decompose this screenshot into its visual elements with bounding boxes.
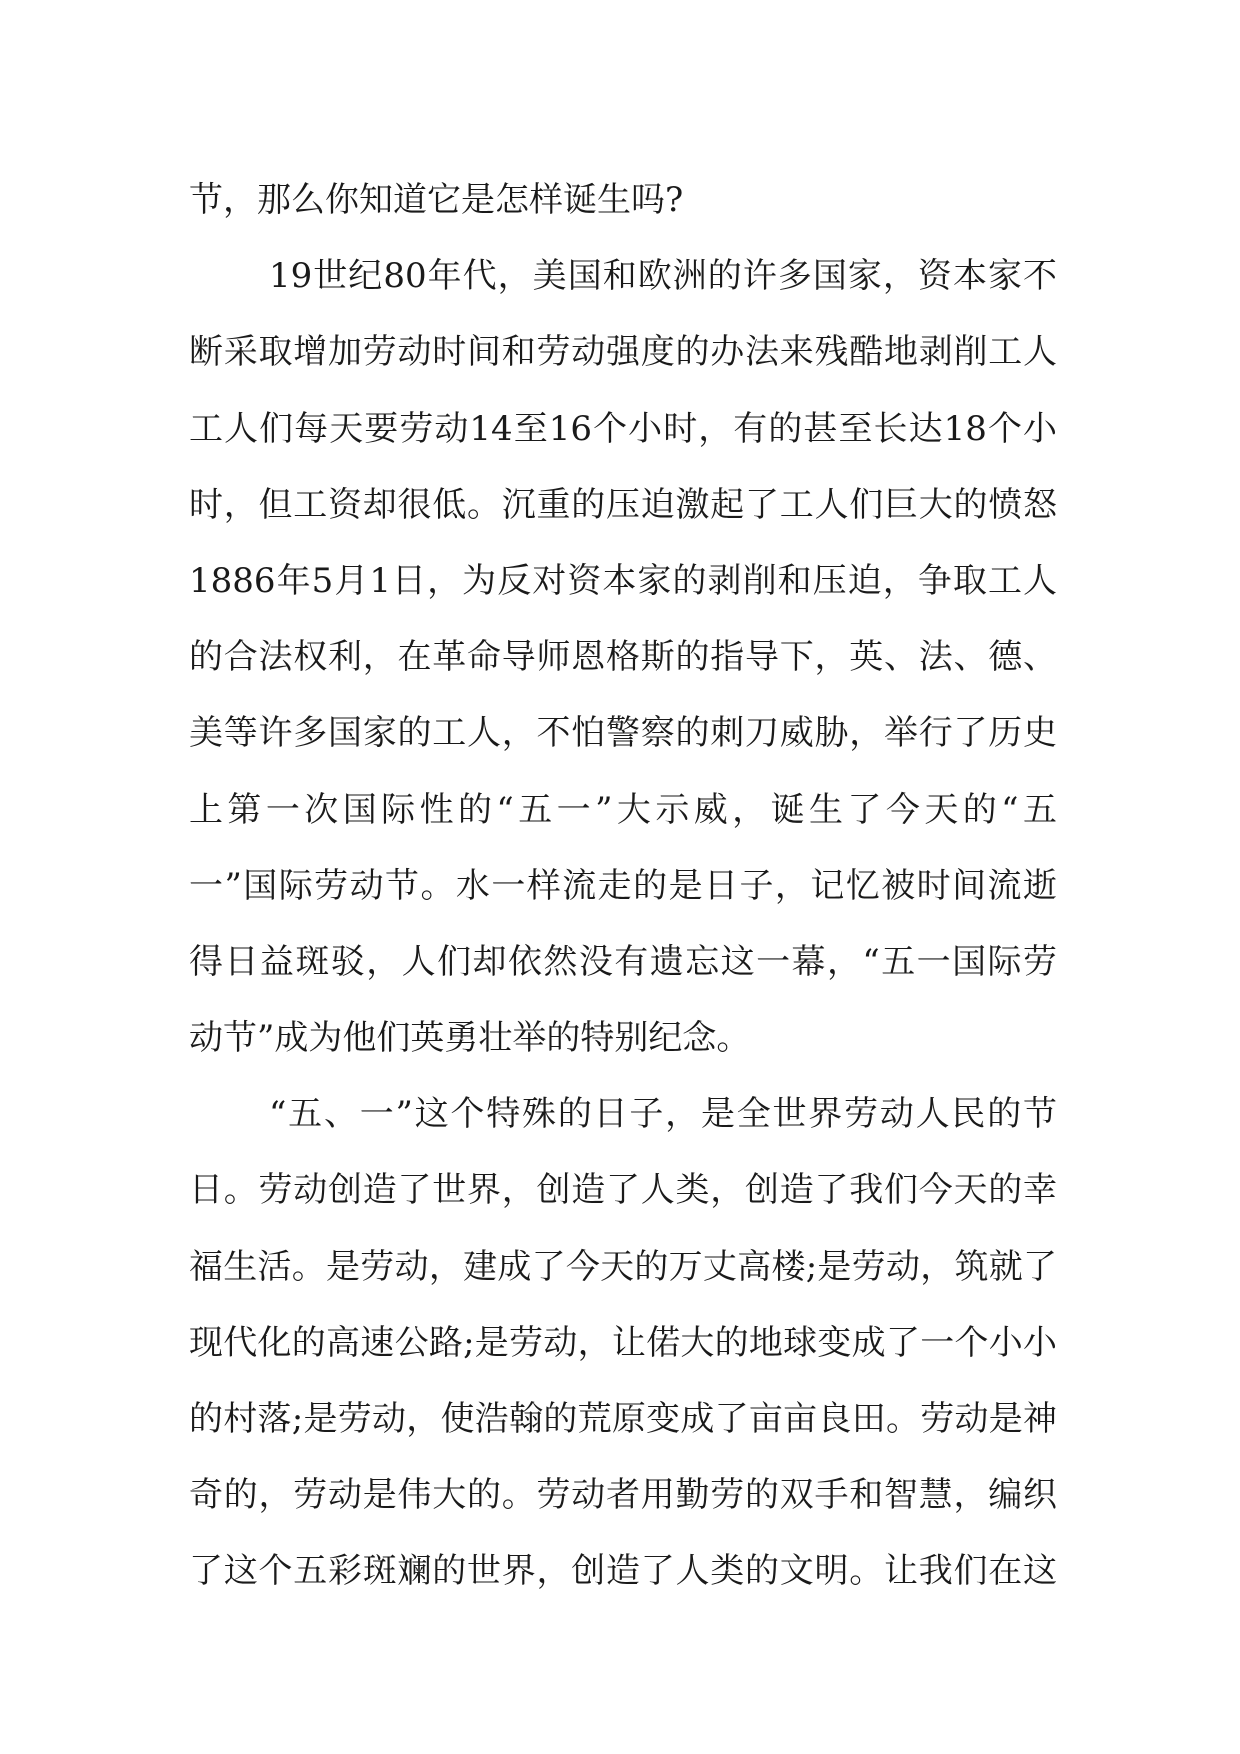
paragraph-history bbox=[189, 238, 1057, 1076]
text-line: 日。劳动创造了世界，创造了人类，创造了我们今天的幸 bbox=[189, 1170, 1057, 1211]
text-line: 上第一次国际性的“五一”大示威，诞生了今天的“五 bbox=[189, 789, 1057, 830]
text-line: 现代化的高速公路;是劳动，让偌大的地球变成了一个小小 bbox=[189, 1322, 1057, 1363]
text-line: 工人们每天要劳动14至16个小时，有的甚至长达18个小 bbox=[189, 408, 1057, 449]
text-line: 动节”成为他们英勇壮举的特别纪念。 bbox=[189, 1018, 751, 1059]
text-line: 一”国际劳动节。水一样流走的是日子，记忆被时间流逝 bbox=[189, 865, 1057, 906]
text-line: 得日益斑驳，人们却依然没有遗忘这一幕，“五一国际劳 bbox=[189, 941, 1057, 982]
text-line: “五、一”这个特殊的日子，是全世界劳动人民的节 bbox=[269, 1094, 1057, 1135]
text-line: 福生活。是劳动，建成了今天的万丈高楼;是劳动，筑就了 bbox=[189, 1246, 1057, 1287]
text-line: 了这个五彩斑斓的世界，创造了人类的文明。让我们在这 bbox=[189, 1551, 1057, 1592]
text-line: 时，但工资却很低。沉重的压迫激起了工人们巨大的愤怒 bbox=[189, 484, 1057, 525]
text-line: 断采取增加劳动时间和劳动强度的办法来残酷地剥削工人 bbox=[189, 332, 1057, 373]
text-line: 19世纪80年代，美国和欧洲的许多国家，资本家不 bbox=[269, 256, 1057, 297]
text-line: 美等许多国家的工人，不怕警察的刺刀威胁，举行了历史 bbox=[189, 713, 1057, 754]
text-line: 的合法权利，在革命导师恩格斯的指导下，英、法、德、 bbox=[189, 637, 1057, 678]
text-line: 1886年5月1日，为反对资本家的剥削和压迫，争取工人 bbox=[189, 560, 1057, 601]
text-line: 奇的，劳动是伟大的。劳动者用勤劳的双手和智慧，编织 bbox=[189, 1475, 1057, 1516]
paragraph-continuation bbox=[189, 162, 1057, 238]
text-line: 的村落;是劳动，使浩翰的荒原变成了亩亩良田。劳动是神 bbox=[189, 1399, 1057, 1439]
paragraph-labor-day bbox=[189, 1076, 1057, 1609]
text-line: 节，那么你知道它是怎样诞生吗? bbox=[189, 180, 684, 220]
